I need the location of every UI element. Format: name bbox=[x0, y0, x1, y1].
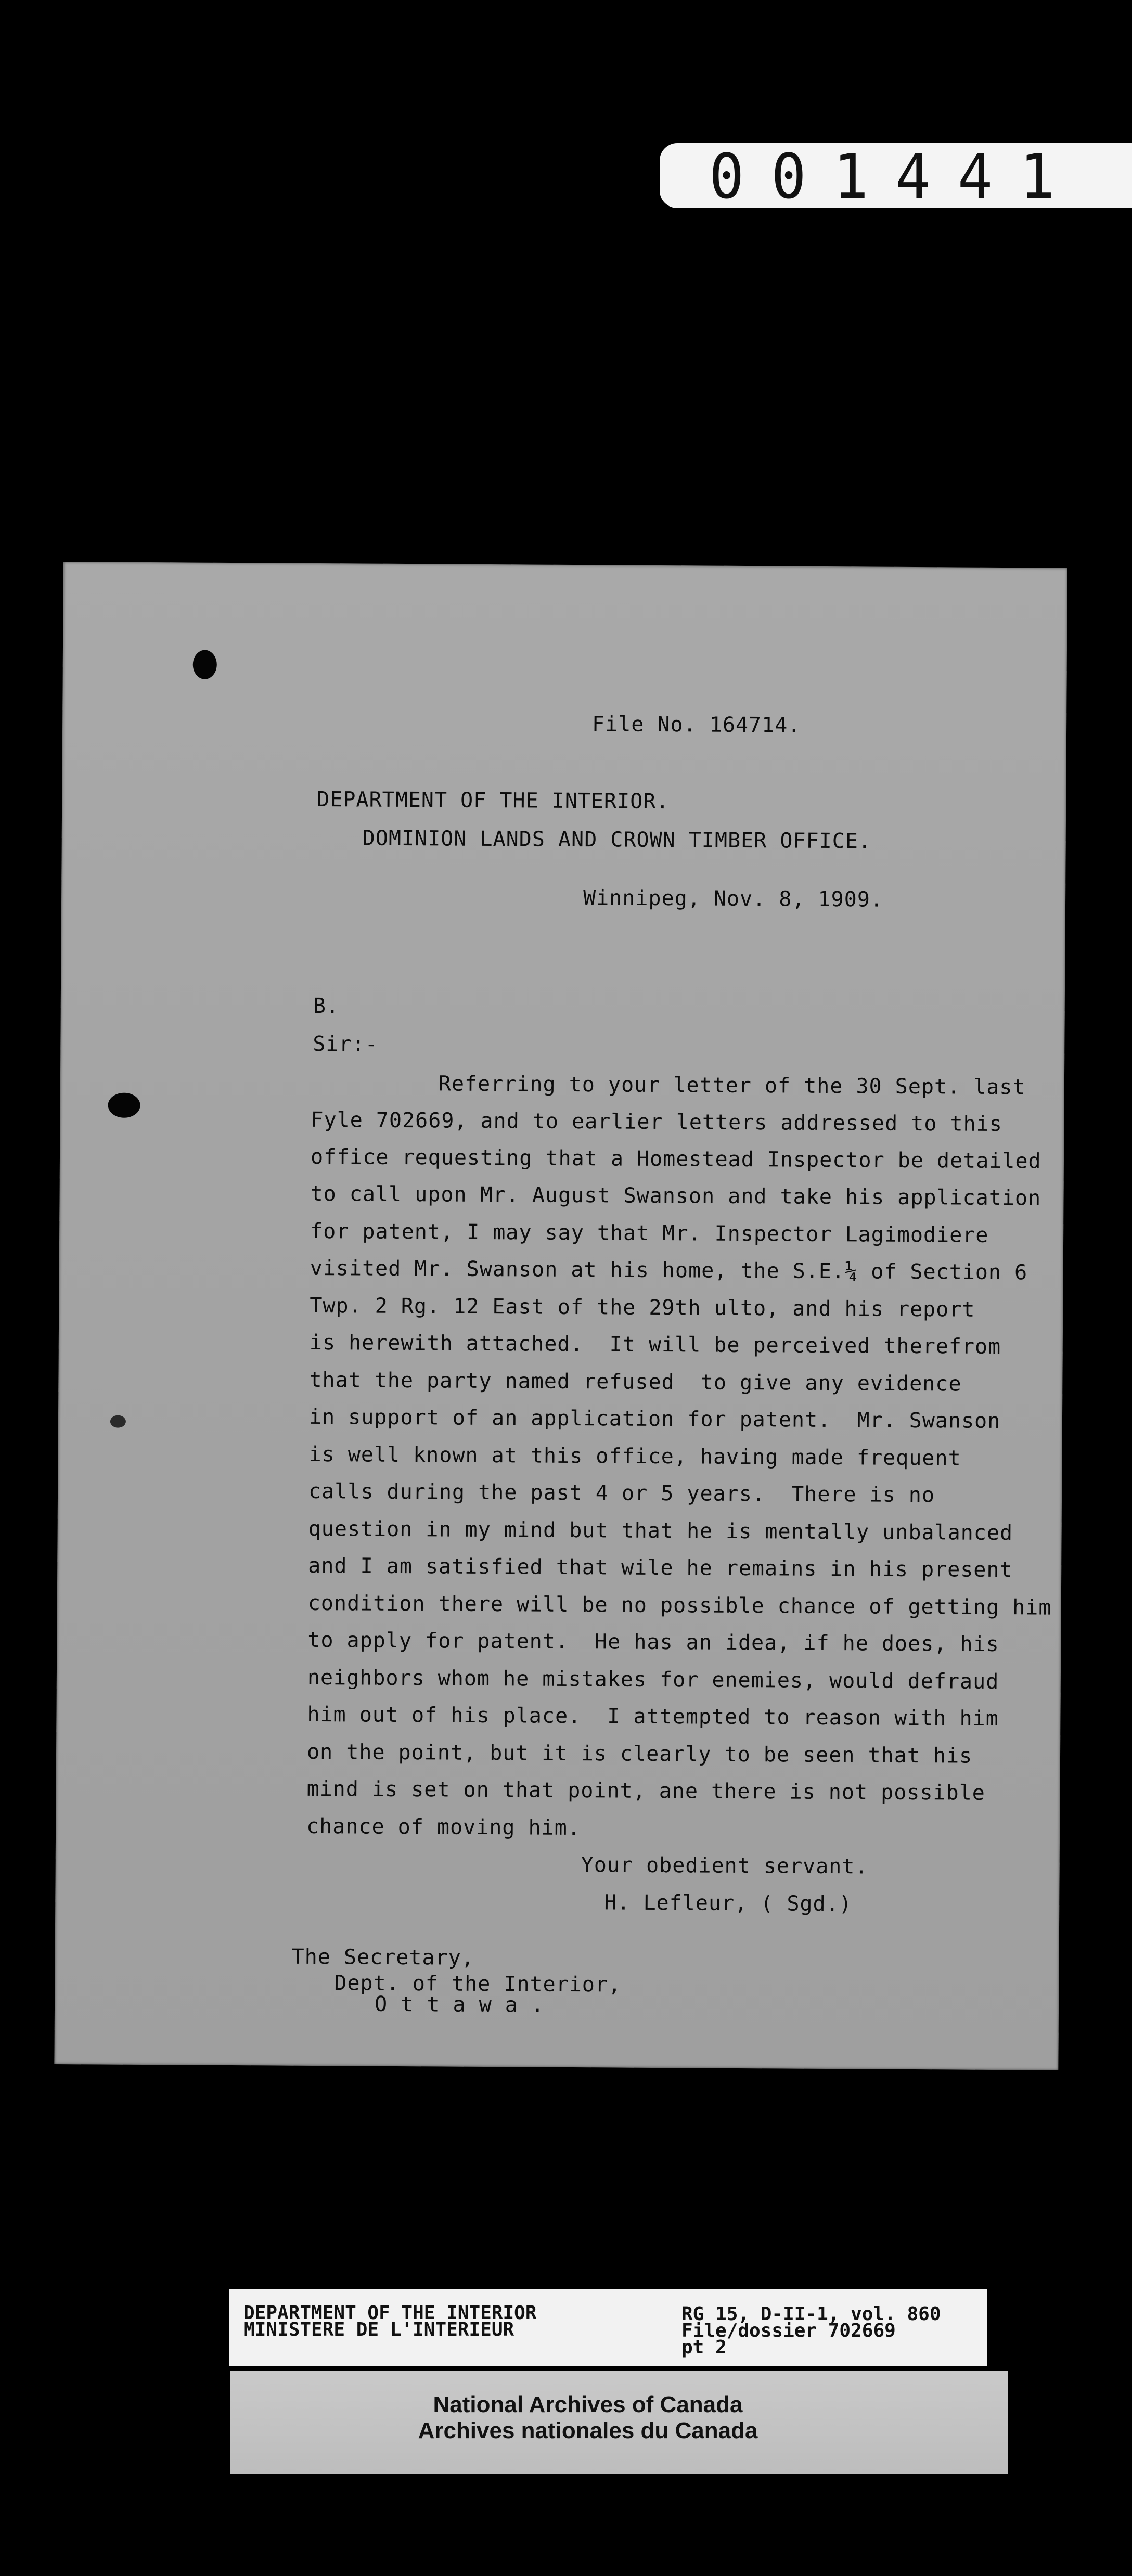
body-line: Twp. 2 Rg. 12 East of the 29th ulto, and his report bbox=[310, 1293, 975, 1322]
department-english: DEPARTMENT OF THE INTERIOR bbox=[243, 2302, 537, 2324]
frame-number-strip bbox=[660, 141, 1132, 213]
body-line: for patent, I may say that Mr. Inspector Lagimodiere bbox=[310, 1219, 989, 1247]
body-line: that the party named refused to give any evidence bbox=[309, 1368, 962, 1396]
part-reference: pt 2 bbox=[681, 2337, 727, 2358]
body-line: condition there will be no possible chance of getting him bbox=[307, 1591, 1052, 1620]
body-line: question in my mind but that he is mentally unbalanced bbox=[308, 1516, 1013, 1545]
body-line: calls during the past 4 or 5 years. There is no bbox=[308, 1479, 935, 1508]
file-number: File No. 164714. bbox=[591, 712, 801, 738]
body-line: mind is set on that point, ane there is not possible bbox=[306, 1776, 985, 1805]
page-speck bbox=[110, 1415, 126, 1428]
office-heading: DOMINION LANDS AND CROWN TIMBER OFFICE. bbox=[362, 826, 872, 854]
body-line: and I am satisfied that wile he remains in his present bbox=[308, 1553, 1013, 1582]
file-dossier-reference: File/dossier 702669 bbox=[681, 2320, 896, 2341]
body-line: to call upon Mr. August Swanson and take his application bbox=[310, 1181, 1041, 1210]
letter-page bbox=[54, 562, 1067, 2070]
body-line: on the point, but it is clearly to be seen that his bbox=[306, 1740, 973, 1768]
body-line: Fyle 702669, and to earlier letters addressed to this bbox=[311, 1107, 1002, 1137]
salutation: Sir:- bbox=[313, 1032, 378, 1057]
archives-name-french: Archives nationales du Canada bbox=[418, 2418, 758, 2443]
signature: H. Lefleur, ( Sgd.) bbox=[604, 1890, 852, 1916]
body-line: in support of an application for patent. Mr. Swanson bbox=[308, 1405, 1001, 1434]
recipient-city: O t t a w a . bbox=[374, 1992, 545, 2017]
frame-number: 001441 bbox=[709, 141, 1082, 213]
department-heading: DEPARTMENT OF THE INTERIOR. bbox=[317, 787, 670, 814]
body-line: is herewith attached. It will be perceived therefrom bbox=[309, 1330, 1001, 1359]
body-line: to apply for patent. He has an idea, if he does, his bbox=[307, 1628, 999, 1657]
body-line: chance of moving him. bbox=[306, 1814, 581, 1840]
recipient-title: The Secretary, bbox=[291, 1944, 474, 1970]
closing: Your obedient servant. bbox=[581, 1853, 868, 1879]
department-french: MINISTERE DE L'INTERIEUR bbox=[243, 2319, 514, 2340]
body-line: neighbors whom he mistakes for enemies, would defraud bbox=[307, 1665, 999, 1694]
body-line: office requesting that a Homestead Inspector be detailed bbox=[310, 1144, 1041, 1174]
archives-name-english: National Archives of Canada bbox=[433, 2392, 743, 2417]
body-line: him out of his place. I attempted to reason with him bbox=[307, 1702, 999, 1731]
recipient-department: Dept. of the Interior, bbox=[334, 1971, 622, 1997]
body-line: is well known at this office, having made frequent bbox=[308, 1442, 961, 1471]
archive-reference-label bbox=[229, 2289, 987, 2366]
national-archives-label bbox=[230, 2371, 1008, 2474]
punch-hole-middle bbox=[108, 1093, 140, 1118]
punch-hole-top bbox=[193, 650, 217, 679]
record-group-reference: RG 15, D-II-1, vol. 860 bbox=[681, 2303, 941, 2325]
body-line: visited Mr. Swanson at his home, the S.E.¼ of Section 6 bbox=[310, 1256, 1028, 1285]
initial: B. bbox=[313, 994, 340, 1019]
place-date: Winnipeg, Nov. 8, 1909. bbox=[583, 886, 884, 912]
body-line: Referring to your letter of the 30 Sept. last bbox=[438, 1072, 1026, 1100]
